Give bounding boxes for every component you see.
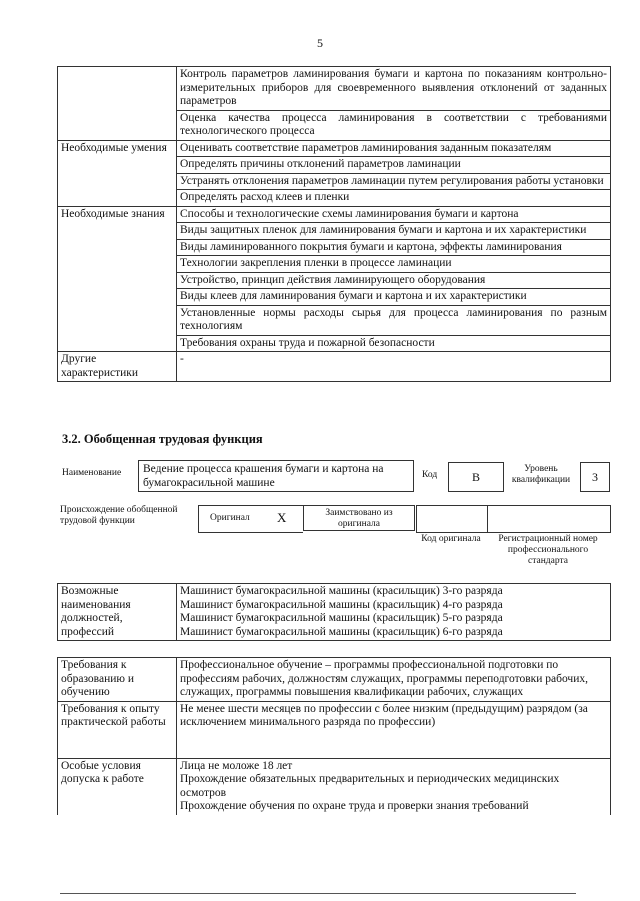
table-row (58, 758, 611, 815)
row-label: Требования к образованию и обучению (58, 658, 177, 702)
table-cell: Виды защитных пленок для ламинирования бумаги и картона и их характеристики (177, 223, 611, 240)
row-label (58, 67, 177, 141)
qualification-level: 3 (580, 462, 610, 492)
table-cell (177, 584, 611, 641)
table-row (58, 658, 611, 702)
table-cell: Определять расход клеев и пленки (177, 190, 611, 207)
positions-table (57, 583, 611, 641)
row-label: Необходимые умения (58, 140, 177, 206)
registration-number-box (487, 505, 611, 533)
requirements-table (57, 657, 611, 815)
original-label: Оригинал (210, 513, 250, 523)
table-cell: Оценка качества процесса ламинирования в соответствии с требованиями технологического процесса (177, 110, 611, 140)
row-label: Требования к опыту практической работы (58, 701, 177, 758)
function-code: B (448, 462, 504, 492)
table-cell: Технологии закрепления пленки в процессе ламинации (177, 256, 611, 273)
table-row (58, 67, 611, 111)
list-item: Машинист бумагокрасильной машины (красильщик) 4-го разряда (180, 598, 503, 611)
level-label: Уровень квалификации (511, 464, 571, 485)
table-cell: Профессиональное обучение – программы профессиональной подготовки по профессиям рабочих, должностям служащих, программы переподготовки рабочих, служащих, программы повышения квалификации рабочих, служащих (177, 658, 611, 702)
table-row (58, 584, 611, 641)
code-label: Код (422, 470, 438, 480)
row-label: Необходимые знания (58, 206, 177, 352)
table-row (58, 206, 611, 223)
table-cell: Виды клеев для ламинирования бумаги и картона и их характеристики (177, 289, 611, 306)
table-cell (177, 758, 611, 815)
row-label: Особые условия допуска к работе (58, 758, 177, 815)
origin-label: Происхождение обобщенной трудовой функции (60, 505, 178, 526)
table-cell: Контроль параметров ламинирования бумаги и картона по показаниям контрольно-измерительных приборов для своевременного выявления отклонений от заданных параметров (177, 67, 611, 111)
code-caption: Код оригинала (421, 534, 481, 544)
list-item: Машинист бумагокрасильной машины (красильщик) 3-го разряда (180, 585, 503, 597)
list-item: Лица не моложе 18 лет (180, 759, 293, 772)
table-cell: Не менее шести месяцев по профессии с более низким (предыдущим) разрядом (за исключением минимального разряда по профессии) (177, 701, 611, 758)
row-label: Другие характеристики (58, 352, 177, 382)
table-cell: Устройство, принцип действия ламинирующего оборудования (177, 272, 611, 289)
table-cell: Виды ламинированного покрытия бумаги и картона, эффекты ламинирования (177, 239, 611, 256)
table-cell: Оценивать соответствие параметров ламинирования заданным показателям (177, 140, 611, 157)
list-item: Прохождение обязательных предварительных и периодических медицинских осмотров (180, 773, 560, 799)
original-mark: X (277, 510, 287, 525)
name-label: Наименование (62, 468, 122, 478)
registration-caption: Регистрационный номер профессионального стандарта (498, 534, 598, 566)
row-label: Возможные наименования должностей, профессий (58, 584, 177, 641)
section-title: 3.2. Обобщенная трудовая функция (62, 432, 263, 446)
table-cell: - (177, 352, 611, 382)
list-item: Машинист бумагокрасильной машины (красильщик) 5-го разряда (180, 612, 503, 624)
table-row (58, 140, 611, 157)
table-cell: Установленные нормы расходы сырья для процесса ламинирования по разным технологиям (177, 305, 611, 335)
table-cell: Требования охраны труда и пожарной безопасности (177, 335, 611, 352)
original-code-box (416, 505, 488, 533)
table-row (58, 701, 611, 758)
list-item: Прохождение обучения по охране труда и проверки знания требований (180, 800, 529, 812)
page-edge-line (60, 893, 576, 894)
table-cell: Способы и технологические схемы ламинирования бумаги и картона (177, 206, 611, 223)
skills-table (57, 66, 611, 382)
table-row (58, 352, 611, 382)
borrowed-label: Заимствовано из оригинала (303, 505, 415, 531)
table-cell: Определять причины отклонений параметров ламинации (177, 157, 611, 174)
list-item: Машинист бумагокрасильной машины (красильщик) 6-го разряда (180, 625, 503, 638)
table-cell: Устранять отклонения параметров ламинации путем регулирования работы установки (177, 173, 611, 190)
function-name: Ведение процесса крашения бумаги и картона на бумагокрасильной машине (138, 460, 414, 492)
page-number: 5 (317, 36, 323, 50)
